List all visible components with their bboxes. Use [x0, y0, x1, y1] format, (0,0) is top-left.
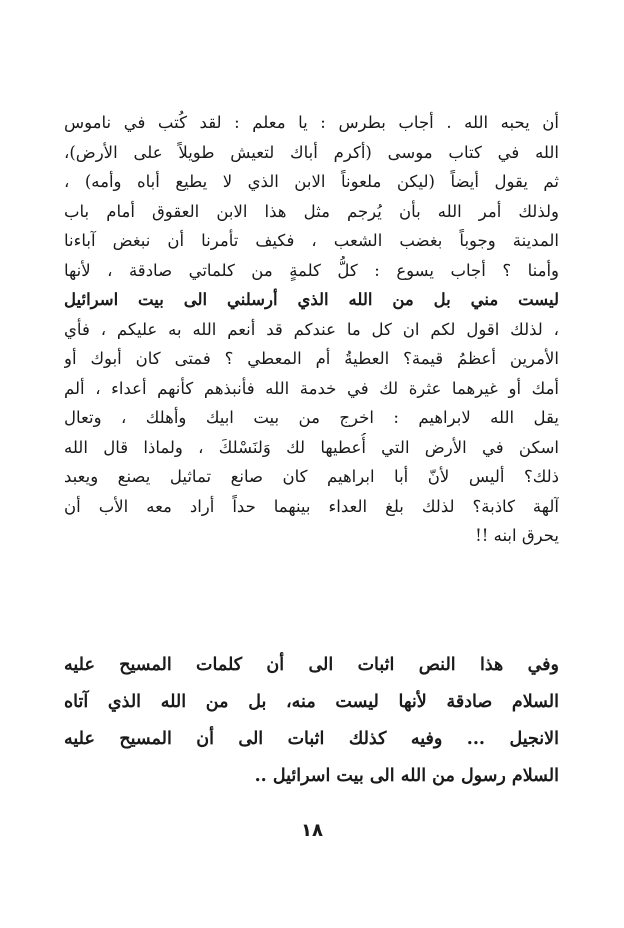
passage-line: آلهة كاذبة؟ لذلك بلغ العداء بينهما حداً أراد معه الأب أن: [64, 496, 559, 516]
passage-line: الله في كتاب موسى (أكرم أباك لتعيش طويلاً على الأرض)،: [64, 142, 559, 162]
passage-line: يحرق ابنه !!: [475, 526, 559, 545]
passage-line: أن يحبه الله . أجاب بطرس : يا معلم : لقد كُتب في ناموس: [64, 113, 559, 132]
passage-line: ثم يقول أيضاً (ليكن ملعوناً الابن الذي لا يطيع أباه وأمه) ،: [64, 172, 559, 191]
commentary-line: السلام رسول من الله الى بيت اسرائيل ..: [254, 766, 559, 786]
passage-line: اسكن في الأرض التي أُعطيها لك وَلنَسْلكَ ، ولماذا قال الله: [64, 437, 559, 457]
passage-line: ولذلك أمر الله بأن يُرجم مثل هذا الابن العقوق أمام باب: [64, 201, 559, 221]
commentary-line: السلام صادقة لأنها ليست منه، بل من الله الذي آتاه: [64, 692, 559, 712]
commentary-line: وفي هذا النص اثبات الى أن كلمات المسيح عليه: [64, 655, 559, 675]
commentary-line: الانجيل ... وفيه كذلك اثبات الى أن المسيح عليه: [64, 729, 559, 749]
author-commentary: [64, 647, 559, 795]
passage-line: أمك أو غيرهما عثرة لك في خدمة الله فأنبذهم كأنهم أعداء ، ألم: [64, 378, 559, 398]
passage-line: وأمنا ؟ أجاب يسوع : كلُّ كلمةٍ من كلماتي صادقة ، لأنها: [64, 260, 559, 280]
passage-line-emphasis: ليست مني بل من الله الذي أرسلني الى بيت اسرائيل: [64, 290, 559, 309]
page-number: ١٨: [301, 820, 323, 841]
passage-line: ، لذلك اقول لكم ان كل ما عندكم قد أنعم الله به عليكم ، فأي: [64, 319, 559, 339]
passage-line: يقل الله لابراهيم : اخرج من بيت ابيك وأهلك ، وتعال: [64, 408, 559, 427]
passage-line: الأمرين أعظمُ قيمة؟ العطيةُ أم المعطي ؟ فمتى كان أبوك أو: [64, 349, 559, 368]
quoted-passage: [64, 108, 559, 551]
passage-line: ذلك؟ أليس لأنّ أبا ابراهيم كان صانع تماثيل يصنع ويعبد: [64, 467, 559, 486]
passage-line: المدينة وجوباً بغضب الشعب ، فكيف تأمرنا أن نبغض آباءنا: [64, 231, 559, 250]
